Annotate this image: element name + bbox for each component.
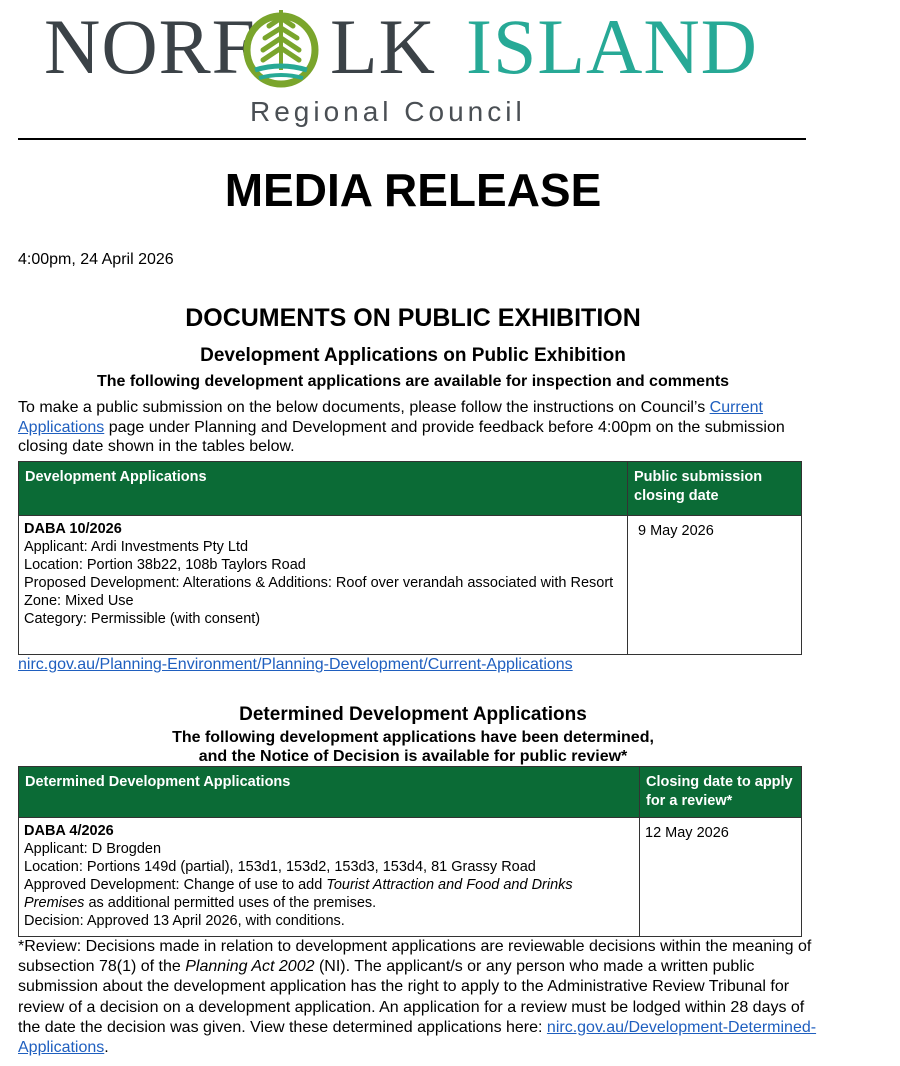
determined-applicant: Applicant: D Brogden <box>24 841 162 857</box>
logo-word-island: ISLAND <box>466 3 758 90</box>
table-header-row <box>19 767 802 818</box>
section-subheading: Development Applications on Public Exhibition <box>200 345 626 366</box>
intro-paragraph <box>18 398 818 457</box>
table-row <box>19 818 802 937</box>
determined-applications-table <box>18 766 802 937</box>
approved-text-b: as additional permitted uses of the premises. <box>84 895 377 911</box>
logo-word-norf: NORF <box>44 3 257 90</box>
column-header: Public submission closing date <box>628 462 802 516</box>
review-text-end: . <box>104 1039 109 1057</box>
determined-subheading <box>0 728 826 766</box>
column-header: Development Applications <box>19 462 628 516</box>
determined-decision: Decision: Approved 13 April 2026, with conditions. <box>24 913 345 929</box>
determined-heading: Determined Development Applications <box>239 704 587 725</box>
determined-approved <box>24 876 633 912</box>
approved-text-italic: Tourist Attraction and Food and Drinks Premises <box>24 877 573 911</box>
logo-word-lk: LK <box>330 3 436 90</box>
section-heading: DOCUMENTS ON PUBLIC EXHIBITION <box>185 304 641 332</box>
table-row <box>19 516 802 655</box>
intro-text-after: page under Planning and Development and provide feedback before 4:00pm on the submission closing date shown in the tables below. <box>18 418 785 455</box>
column-header: Closing date to apply for a review* <box>640 767 802 818</box>
review-closing-date: 12 May 2026 <box>640 818 802 937</box>
determined-applications-link[interactable]: nirc.gov.au/Development-Determined-Applications <box>18 1018 817 1057</box>
application-category: Category: Permissible (with consent) <box>24 611 261 627</box>
current-applications-url-link[interactable]: nirc.gov.au/Planning-Environment/Planning-Development/Current-Applications <box>18 656 573 673</box>
development-applications-table <box>18 461 802 655</box>
application-proposed: Proposed Development: Alterations & Additions: Roof over verandah associated with Resort <box>24 575 614 591</box>
current-applications-link[interactable]: Current Applications <box>18 399 763 436</box>
closing-date: 9 May 2026 <box>628 516 802 655</box>
review-footnote <box>18 937 818 1058</box>
review-act-name: Planning Act 2002 <box>185 958 315 976</box>
section-lead: The following development applications are available for inspection and comments <box>96 373 730 390</box>
header-divider <box>18 138 806 140</box>
intro-text-before: To make a public submission on the below documents, please follow the instructions on Council’s <box>18 399 710 416</box>
review-text-a: *Review: Decisions made in relation to development applications are reviewable decisions within the meaning of subsection 78(1) of the <box>18 938 812 976</box>
release-datetime: 4:00pm, 24 April 2026 <box>18 251 174 268</box>
table-header-row <box>19 462 802 516</box>
page-title: MEDIA RELEASE <box>224 164 602 216</box>
application-zone: Zone: Mixed Use <box>24 593 134 609</box>
application-id: DABA 10/2026 <box>24 521 122 537</box>
application-details <box>19 516 628 655</box>
determined-location: Location: Portions 149d (partial), 153d1, 153d2, 153d3, 153d4, 81 Grassy Road <box>24 859 536 875</box>
column-header: Determined Development Applications <box>19 767 640 818</box>
determined-details <box>19 818 640 937</box>
council-logo <box>0 0 900 140</box>
logo-subtitle: Regional Council <box>250 96 526 127</box>
norfolk-pine-icon <box>233 4 329 90</box>
review-text-b: (NI). The applicant/s or any person who made a written public submission about the development application has the right to apply to the Administrative Review Tribunal for review of a decision on a development application. An application for a review must be lodged within 28 days of the date the decision was given. View these determined applications here: <box>18 958 805 1036</box>
determined-line-1: The following development applications have been determined, <box>172 729 654 746</box>
application-location: Location: Portion 38b22, 108b Taylors Road <box>24 557 306 573</box>
determined-id: DABA 4/2026 <box>24 823 114 839</box>
determined-line-2: and the Notice of Decision is available for public review* <box>198 748 628 765</box>
application-applicant: Applicant: Ardi Investments Pty Ltd <box>24 539 249 555</box>
approved-text-a: Approved Development: Change of use to add <box>24 877 327 893</box>
